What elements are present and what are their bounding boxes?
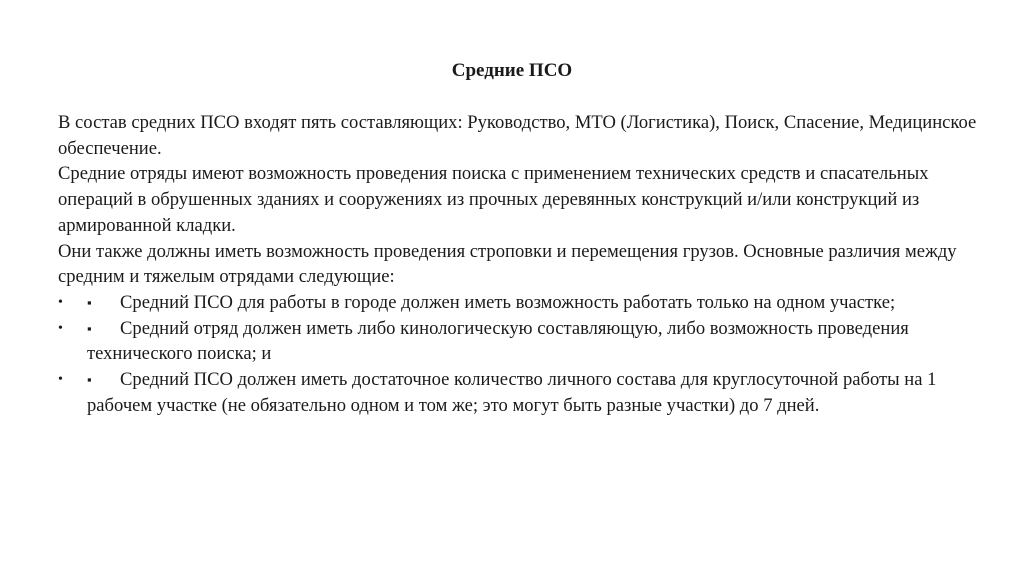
- bullet-text: Средний ПСО для работы в городе должен иметь возможность работать только на одном участке;: [120, 291, 896, 313]
- paragraph-composition: В состав средних ПСО входят пять составляющих: Руководство, МТО (Логистика), Поиск, Спасение, Медицинское обеспечение.: [58, 112, 977, 159]
- bullet-text: Средний ПСО должен иметь достаточное количество личного состава для круглосуточной работы на 1 рабочем участке (не обязательно одном и том же; это могут быть разные участки) до 7 дней.: [87, 369, 937, 416]
- bullet-square-icon: ▪: [87, 372, 92, 388]
- bullet-list: [58, 290, 988, 419]
- bullet-square-icon: ▪: [87, 320, 92, 336]
- bullet-dot-icon: •: [58, 372, 63, 388]
- bullet-dot-icon: •: [58, 320, 63, 336]
- paragraph-capabilities: Средние отряды имеют возможность проведения поиска с применением технических средств и спасательных операций в обрушенных зданиях и сооружениях из прочных деревянных конструкций и/или конструкций из армированной кладки.: [58, 163, 929, 236]
- paragraph-differences: Они также должны иметь возможность проведения строповки и перемещения грузов. Основные различия между средним и тяжелым отрядами следующие:: [58, 240, 957, 288]
- list-item: [58, 367, 988, 418]
- list-item: [58, 316, 988, 367]
- bullet-square-icon: ▪: [87, 294, 92, 310]
- bullet-dot-icon: •: [58, 294, 63, 310]
- slide-body: [58, 110, 988, 418]
- slide-title: Средние ПСО: [451, 60, 573, 81]
- bullet-text: Средний отряд должен иметь либо кинологическую составляющую, либо возможность проведения технического поиска; и: [87, 317, 909, 365]
- list-item: [58, 290, 988, 316]
